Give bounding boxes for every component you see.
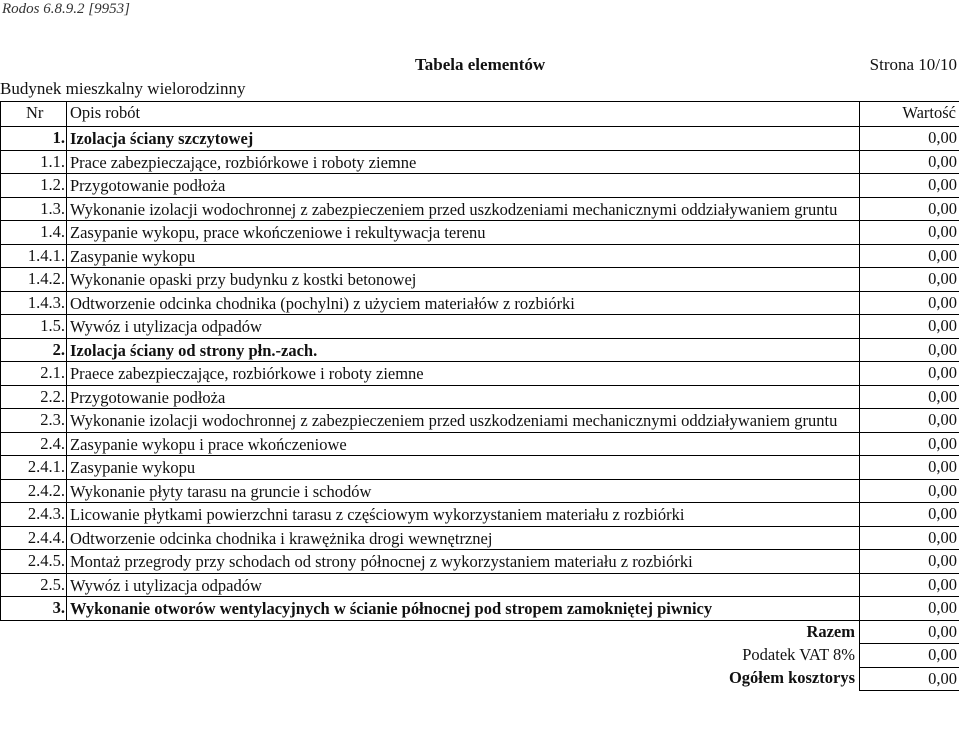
table-row <box>1 456 959 480</box>
row-number: 1.3. <box>1 197 67 221</box>
row-description: Odtworzenie odcinka chodnika i krawężnika drogi wewnętrznej <box>67 526 860 550</box>
table-row <box>1 597 959 621</box>
row-value: 0,00 <box>860 526 959 550</box>
vat-value: 0,00 <box>860 644 959 668</box>
row-number: 1.2. <box>1 174 67 198</box>
grand-total-label: Ogółem kosztorys <box>728 668 855 687</box>
grand-total-value: 0,00 <box>860 667 959 691</box>
table-row <box>1 385 959 409</box>
row-value: 0,00 <box>860 150 959 174</box>
row-number: 2.4.5. <box>1 550 67 574</box>
summary-label-cell <box>1 620 860 644</box>
row-description: Wykonanie izolacji wodochronnej z zabezpieczeniem przed uszkodzeniami mechanicznymi oddziaływaniem gruntu <box>67 409 860 433</box>
row-value: 0,00 <box>860 268 959 292</box>
row-description: Izolacja ściany szczytowej <box>67 127 860 151</box>
summary-section <box>1 620 959 691</box>
row-description: Zasypanie wykopu <box>67 244 860 268</box>
summary-row-grand-total <box>1 667 959 691</box>
row-description: Wykonanie płyty tarasu na gruncie i schodów <box>67 479 860 503</box>
table-row <box>1 362 959 386</box>
table-row <box>1 244 959 268</box>
summary-row-total <box>1 620 959 644</box>
row-number: 2. <box>1 338 67 362</box>
column-header-description: Opis robót <box>67 102 860 127</box>
vat-label: Podatek VAT 8% <box>742 644 855 664</box>
row-description: Zasypanie wykopu <box>67 456 860 480</box>
table-row <box>1 432 959 456</box>
row-value: 0,00 <box>860 597 959 621</box>
total-label: Razem <box>806 621 855 641</box>
row-value: 0,00 <box>860 573 959 597</box>
table-row <box>1 315 959 339</box>
row-description: Zasypanie wykopu, prace wkończeniowe i rekultywacja terenu <box>67 221 860 245</box>
summary-row-vat <box>1 644 959 668</box>
row-number: 2.1. <box>1 362 67 386</box>
row-number: 2.4.1. <box>1 456 67 480</box>
row-description: Odtworzenie odcinka chodnika (pochylni) z użyciem materiałów z rozbiórki <box>67 291 860 315</box>
table-body <box>1 127 959 621</box>
row-description: Izolacja ściany od strony płn.-zach. <box>67 338 860 362</box>
row-value: 0,00 <box>860 409 959 433</box>
row-value: 0,00 <box>860 432 959 456</box>
row-number: 2.3. <box>1 409 67 433</box>
row-number: 1.4.3. <box>1 291 67 315</box>
summary-label-cell <box>1 667 860 691</box>
row-description: Zasypanie wykopu i prace wkończeniowe <box>67 432 860 456</box>
row-number: 1.4.2. <box>1 268 67 292</box>
row-value: 0,00 <box>860 291 959 315</box>
row-number: 1.1. <box>1 150 67 174</box>
table-row <box>1 550 959 574</box>
table-row <box>1 197 959 221</box>
row-value: 0,00 <box>860 127 959 151</box>
row-value: 0,00 <box>860 479 959 503</box>
row-number: 2.4.4. <box>1 526 67 550</box>
table-row <box>1 127 959 151</box>
table-row <box>1 479 959 503</box>
table-row <box>1 526 959 550</box>
row-number: 1.5. <box>1 315 67 339</box>
row-value: 0,00 <box>860 221 959 245</box>
row-value: 0,00 <box>860 338 959 362</box>
table-row <box>1 338 959 362</box>
table-row <box>1 221 959 245</box>
row-number: 2.4. <box>1 432 67 456</box>
row-description: Montaż przegrody przy schodach od strony północnej z wykorzystaniem materiału z rozbiórki <box>67 550 860 574</box>
row-number: 2.2. <box>1 385 67 409</box>
row-description: Wywóz i utylizacja odpadów <box>67 315 860 339</box>
document-title: Tabela elementów <box>415 55 546 74</box>
row-description: Praece zabezpieczające, rozbiórkowe i roboty ziemne <box>67 362 860 386</box>
summary-label-cell <box>1 644 860 668</box>
row-description: Wykonanie otworów wentylacyjnych w ścianie północnej pod stropem zamokniętej piwnicy <box>67 597 860 621</box>
app-title: Rodos 6.8.9.2 [9953] <box>2 1 130 17</box>
row-value: 0,00 <box>860 503 959 527</box>
elements-table <box>0 101 959 691</box>
row-value: 0,00 <box>860 244 959 268</box>
row-description: Wywóz i utylizacja odpadów <box>67 573 860 597</box>
table-row <box>1 291 959 315</box>
column-header-value: Wartość <box>860 102 959 127</box>
row-value: 0,00 <box>860 550 959 574</box>
row-number: 2.4.2. <box>1 479 67 503</box>
row-description: Przygotowanie podłoża <box>67 174 860 198</box>
row-description: Prace zabezpieczające, rozbiórkowe i roboty ziemne <box>67 150 860 174</box>
row-value: 0,00 <box>860 456 959 480</box>
table-row <box>1 409 959 433</box>
row-value: 0,00 <box>860 197 959 221</box>
row-number: 1.4. <box>1 221 67 245</box>
table-row <box>1 150 959 174</box>
row-description: Wykonanie izolacji wodochronnej z zabezpieczeniem przed uszkodzeniami mechanicznymi oddziaływaniem gruntu <box>67 197 860 221</box>
column-header-nr: Nr <box>1 102 67 127</box>
table-row <box>1 174 959 198</box>
row-number: 1.4.1. <box>1 244 67 268</box>
total-value: 0,00 <box>860 620 959 644</box>
building-name: Budynek mieszkalny wielorodzinny <box>0 79 246 98</box>
table-row <box>1 503 959 527</box>
table-row <box>1 268 959 292</box>
table-row <box>1 573 959 597</box>
row-number: 2.4.3. <box>1 503 67 527</box>
row-value: 0,00 <box>860 362 959 386</box>
row-description: Licowanie płytkami powierzchni tarasu z częściowym wykorzystaniem materiału z rozbiórki <box>67 503 860 527</box>
row-number: 1. <box>1 127 67 151</box>
row-value: 0,00 <box>860 385 959 409</box>
page-number: Strona 10/10 <box>869 55 957 74</box>
row-value: 0,00 <box>860 315 959 339</box>
row-description: Przygotowanie podłoża <box>67 385 860 409</box>
table-header-row <box>1 102 959 127</box>
row-number: 3. <box>1 597 67 621</box>
row-description: Wykonanie opaski przy budynku z kostki betonowej <box>67 268 860 292</box>
row-value: 0,00 <box>860 174 959 198</box>
row-number: 2.5. <box>1 573 67 597</box>
